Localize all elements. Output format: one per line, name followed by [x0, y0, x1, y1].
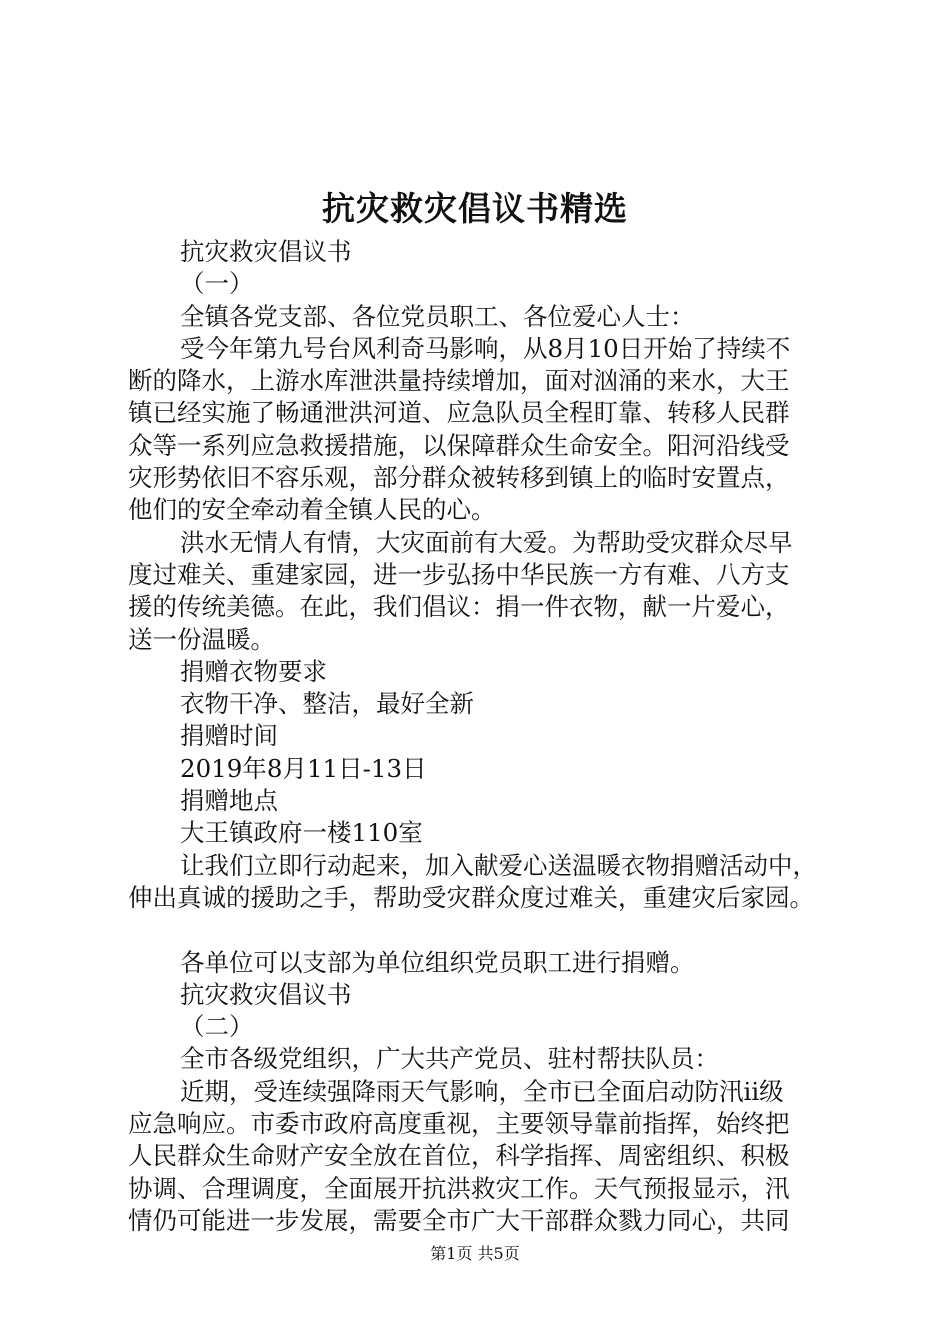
text-line: 全市各级党组织，广大共产党员、驻村帮扶队员：	[180, 1044, 719, 1074]
document-title: 抗灾救灾倡议书精选	[322, 189, 628, 228]
text-line: 捐赠时间	[180, 721, 278, 751]
text-line: 捐赠衣物要求	[180, 656, 327, 686]
text-line: 人民群众生命财产安全放在首位，科学指挥、周密组织、积极	[128, 1141, 790, 1171]
text-line: 他们的安全牵动着全镇人民的心。	[128, 495, 496, 525]
text-line: 众等一系列应急救援措施，以保障群众生命安全。阳河沿线受	[128, 430, 790, 460]
text-line: （一）	[180, 269, 254, 299]
text-line: 协调、合理调度，全面展开抗洪救灾工作。天气预报显示，汛	[128, 1173, 790, 1203]
text-line: 受今年第九号台风利奇马影响，从8月10日开始了持续不	[180, 333, 791, 363]
text-line: 2019年8月11日-13日	[180, 753, 427, 783]
text-line: 让我们立即行动起来，加入献爱心送温暖衣物捐赠活动中，	[180, 850, 817, 880]
document-body	[128, 236, 838, 1237]
text-line: 衣物干净、整洁，最好全新	[180, 689, 474, 719]
text-line: 断的降水，上游水库泄洪量持续增加，面对汹涌的来水，大王	[128, 366, 790, 396]
text-line: 镇已经实施了畅通泄洪河道、应急队员全程盯靠、转移人民群	[128, 398, 790, 428]
text-line: 近期，受连续强降雨天气影响，全市已全面启动防汛ii级	[180, 1076, 784, 1106]
text-line: 度过难关、重建家园，进一步弘扬中华民族一方有难、八方支	[128, 559, 790, 589]
text-line: 送一份温暖。	[128, 624, 275, 654]
text-line: 应急响应。市委市政府高度重视，主要领导靠前指挥，始终把	[128, 1109, 790, 1139]
text-line: 抗灾救灾倡议书	[180, 979, 352, 1009]
text-line: 灾形势依旧不容乐观，部分群众被转移到镇上的临时安置点，	[128, 463, 790, 493]
text-line: 捐赠地点	[180, 786, 278, 816]
blank-line	[128, 914, 838, 946]
text-line: 伸出真诚的援助之手，帮助受灾群众度过难关，重建灾后家园。	[128, 882, 814, 912]
text-line: 全镇各党支部、各位党员职工、各位爱心人士：	[180, 301, 695, 331]
text-line: 洪水无情人有情，大灾面前有大爱。为帮助受灾群众尽早	[180, 527, 793, 557]
text-line: 大王镇政府一楼110室	[180, 818, 423, 848]
page-footer: 第1页 共5页	[430, 1244, 520, 1263]
text-line: 抗灾救灾倡议书	[180, 237, 352, 266]
text-line: 情仍可能进一步发展，需要全市广大干部群众戮力同心，共同	[128, 1205, 790, 1235]
text-line: （二）	[180, 1012, 254, 1042]
text-line: 援的传统美德。在此，我们倡议：捐一件衣物，献一片爱心，	[128, 592, 790, 622]
text-line: 各单位可以支部为单位组织党员职工进行捐赠。	[180, 947, 695, 977]
